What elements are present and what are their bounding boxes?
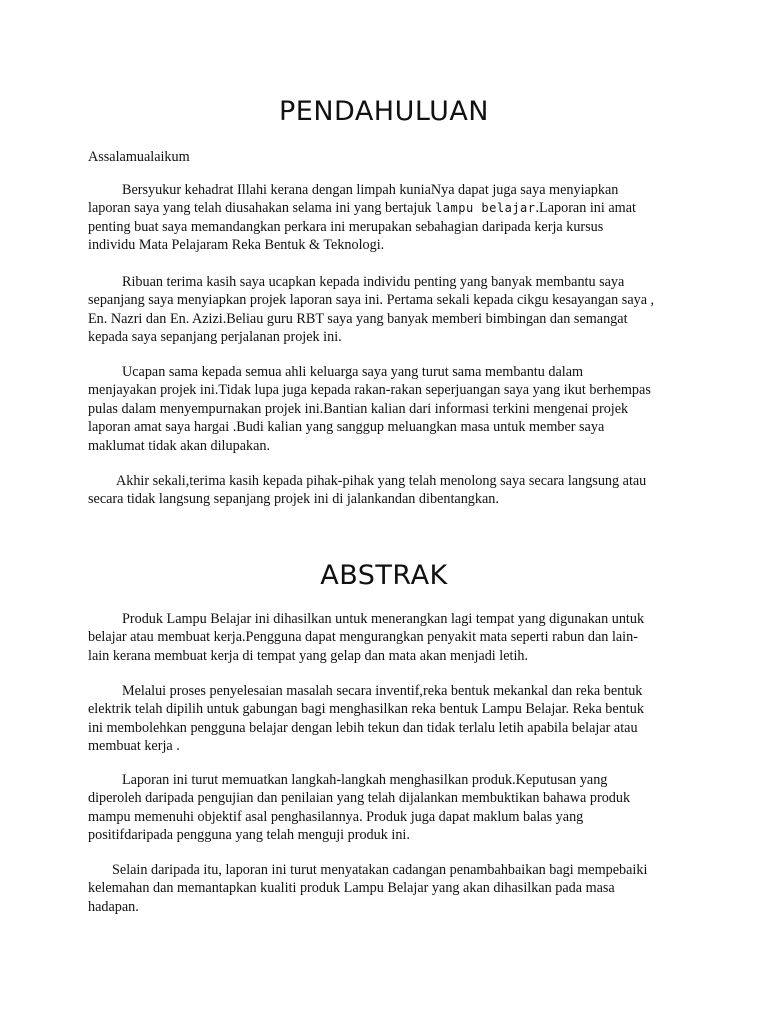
pendahuluan-heading: PENDAHULUAN <box>278 96 490 127</box>
text-line: Ucapan sama kepada semua ahli keluarga saya yang turut sama membantu dalam <box>122 364 584 380</box>
text-line: Ribuan terima kasih saya ucapkan kepada individu penting yang banyak membantu saya <box>122 274 625 290</box>
text-line: membuat kerja . <box>88 738 180 755</box>
text-line: Akhir sekali,terima kasih kepada pihak-pihak yang telah menolong saya secara langsung atau <box>116 473 647 489</box>
text-line: ini membolehkan pengguna belajar dengan lebih tekun dan tidak terlalu letih apabila belajar atau <box>88 719 638 736</box>
text-line: maklumat tidak akan dilupakan. <box>88 437 271 454</box>
text-line: individu Mata Pelajaram Reka Bentuk & Teknologi. <box>88 237 385 254</box>
abstrak-paragraph-2 <box>88 682 680 756</box>
text-line: kelemahan dan memantapkan kualiti produk Lampu Belajar yang akan dihasilkan pada masa <box>88 880 615 897</box>
greeting <box>88 148 680 166</box>
text-line: Laporan ini turut memuatkan langkah-langkah menghasilkan produk.Keputusan yang <box>122 772 608 788</box>
text-line <box>88 199 680 217</box>
text-line: Bersyukur kehadrat Illahi kerana dengan limpah kuniaNya dapat juga saya menyiapkan <box>122 182 619 198</box>
pendahuluan-paragraph-3 <box>88 363 680 455</box>
text-line: kepada saya sepanjang perjalanan projek ini. <box>88 329 342 346</box>
abstrak-heading: ABSTRAK <box>320 560 448 591</box>
text-line: menjayakan projek ini.Tidak lupa juga kepada rakan-rakan seperjuangan saya yang ikut berhempas <box>88 382 651 399</box>
text-line: secara tidak langsung sepanjang projek ini di jalankandan dibentangkan. <box>88 491 499 508</box>
text-line: laporan amat saya hargai .Budi kalian yang sanggup meluangkan masa untuk member saya <box>88 419 605 436</box>
text-line: Melalui proses penyelesaian masalah secara inventif,reka bentuk mekankal dan reka bentuk <box>122 683 643 699</box>
text-line: Produk Lampu Belajar ini dihasilkan untuk menerangkan lagi tempat yang digunakan untuk <box>122 611 645 627</box>
text-line: pulas dalam menyempurnakan projek ini.Bantian kalian dari informasi terkini mengenai projek <box>88 400 629 417</box>
text-line: positifdaripada pengguna yang telah menguji produk ini. <box>88 827 410 844</box>
text-line: hadapan. <box>88 898 139 915</box>
text-line: sepanjang saya menyiapkan projek laporan saya ini. Pertama sekali kepada cikgu kesayangan saya , <box>88 292 655 309</box>
abstrak-paragraph-4 <box>88 861 680 916</box>
text-segment: laporan saya yang telah diusahakan selama ini yang bertajuk <box>88 200 436 217</box>
text-line: mampu memenuhi objektif asal penghasilannya. Produk juga dapat maklum balas yang <box>88 808 584 825</box>
text-line: Selain daripada itu, laporan ini turut menyatakan cadangan penambahbaikan bagi mempebaiki <box>112 862 648 878</box>
greeting-text: Assalamualaikum <box>88 149 190 165</box>
text-line: En. Nazri dan En. Azizi.Beliau guru RBT saya yang banyak memberi bimbingan dan semangat <box>88 310 628 327</box>
pendahuluan-paragraph-4 <box>88 472 680 509</box>
pendahuluan-paragraph-2 <box>88 273 680 347</box>
abstrak-paragraph-1 <box>88 610 680 665</box>
abstrak-paragraph-3 <box>88 771 680 845</box>
text-line: elektrik telah dipilih untuk gabungan bagi menghasilkan reka bentuk Lampu Belajar. Reka bentuk <box>88 701 644 718</box>
text-segment: .Laporan ini amat <box>535 200 636 217</box>
handwritten-title: lampu belajar <box>435 201 536 216</box>
pendahuluan-paragraph-1 <box>88 181 680 255</box>
text-line: belajar atau membuat kerja.Pengguna dapat mengurangkan penyakit mata seperti rabun dan lain- <box>88 629 638 646</box>
text-line: penting buat saya memandangkan perkara ini merupakan sebahagian daripada kerja kursus <box>88 218 604 235</box>
text-line: lain kerana membuat kerja di tempat yang gelap dan mata akan menjadi letih. <box>88 647 529 664</box>
text-line: diperoleh daripada pengujian dan penilaian yang telah dijalankan membuktikan bahawa produk <box>88 790 631 807</box>
